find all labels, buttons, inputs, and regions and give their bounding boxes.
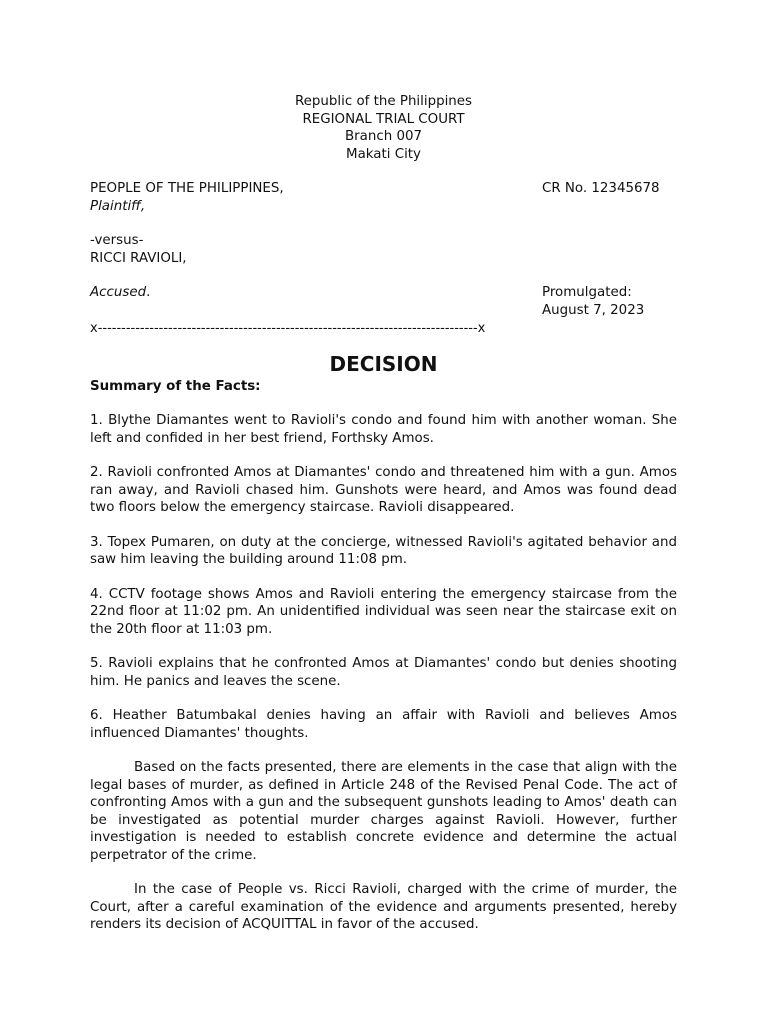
fact-item: 1. Blythe Diamantes went to Ravioli's condo and found him with another woman. She left and confided in her best friend, Forthsky Amos. (90, 413, 677, 446)
accused-name: RICCI RAVIOLI, (90, 250, 187, 266)
header-city: Makati City (346, 146, 421, 162)
versus-label: -versus- (90, 233, 144, 248)
fact-item: 6. Heather Batumbakal denies having an affair with Ravioli and believes Amos influenced Diamantes' thoughts. (90, 708, 677, 741)
document-page (90, 93, 677, 934)
court-header (90, 93, 677, 163)
accused-role-punct: . (146, 285, 151, 300)
summary-heading: Summary of the Facts: (90, 378, 261, 394)
plaintiff-role: Plaintiff, (90, 198, 146, 214)
fact-item: 2. Ravioli confronted Amos at Diamantes' condo and threatened him with a gun. Amos ran away, and Ravioli chased him. Gunshots were heard, and Amos was found dead two floors below the emergency staircase. Ravioli disappeared. (90, 465, 677, 515)
case-number: CR No. 12345678 (542, 181, 660, 196)
promulgated-date: August 7, 2023 (542, 302, 645, 318)
analysis-paragraph: Based on the facts presented, there are elements in the case that align with the legal bases of murder, as defined in Article 248 of the Revised Penal Code. The act of confronting Amos with a gun and the subsequent gunshots leading to Amos' death can be investigated as potential murder charges against Ravioli. However, further investigation is needed to establish concrete evidence and determine the actual perpetrator of the crime. (90, 760, 677, 863)
facts-list (90, 412, 677, 742)
analysis-section (90, 759, 677, 934)
header-republic: Republic of the Philippines (294, 94, 473, 109)
fact-item: 3. Topex Pumaren, on duty at the concierge, witnessed Ravioli's agitated behavior and saw him leaving the building around 11:08 pm. (90, 534, 677, 567)
fact-item: 4. CCTV footage shows Amos and Ravioli entering the emergency staircase from the 22nd floor at 11:02 pm. An unidentified individual was seen near the staircase exit on the 20th floor at 11:03 pm. (90, 586, 677, 637)
fact-item: 5. Ravioli explains that he confronted Amos at Diamantes' condo but denies shooting him. He panics and leaves the scene. (90, 656, 677, 689)
accused-role-text: Accused (90, 285, 147, 300)
ruling-paragraph: In the case of People vs. Ricci Ravioli, charged with the crime of murder, the Court, after a careful examination of the evidence and arguments presented, hereby renders its decision of ACQUITTAL in favor of the accused. (90, 882, 677, 932)
promulgated-label: Promulgated: (542, 285, 632, 300)
decision-title: DECISION (329, 351, 438, 376)
accused-role (90, 285, 150, 300)
header-branch: Branch 007 (344, 129, 423, 144)
case-caption (90, 180, 677, 338)
caption-separator: x---------------------------------------------------------------------------------x (90, 321, 486, 336)
plaintiff-name: PEOPLE OF THE PHILIPPINES, (90, 181, 284, 196)
header-court: REGIONAL TRIAL COURT (302, 111, 465, 127)
